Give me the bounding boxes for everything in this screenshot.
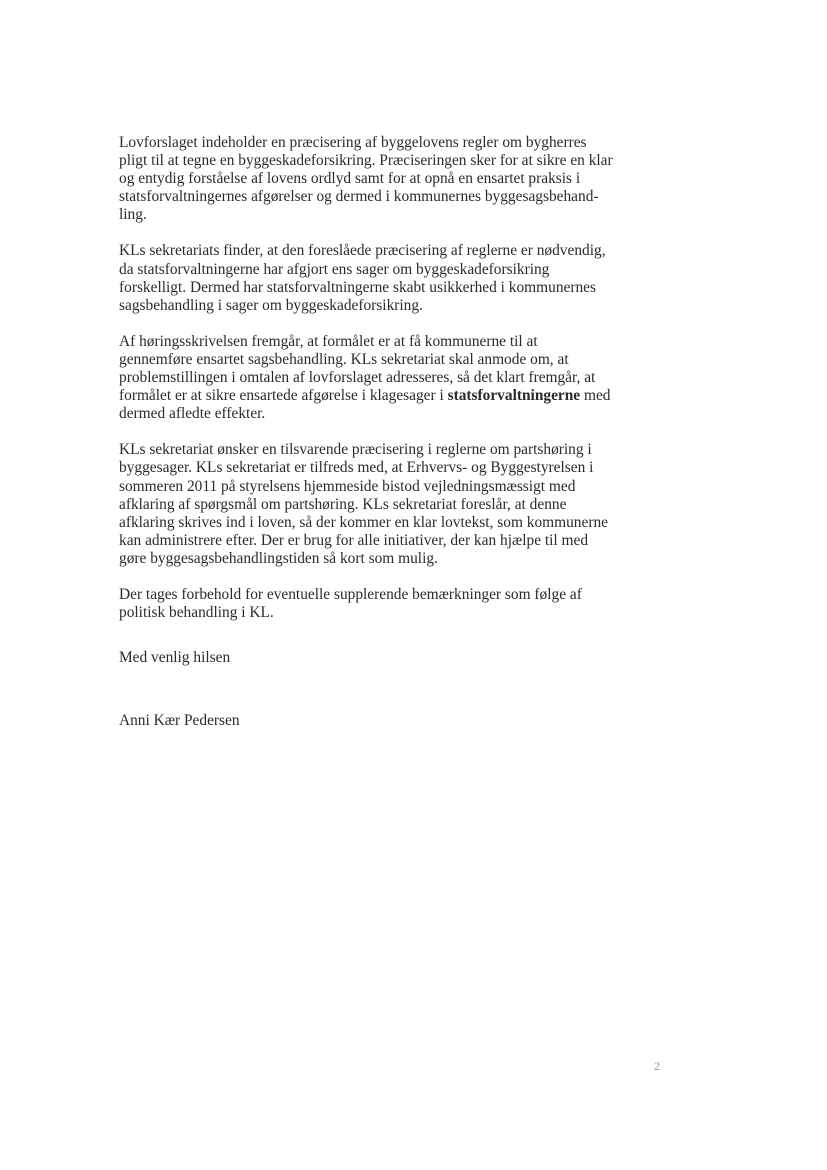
text-line: kan administrere efter. Der er brug for alle initiativer, der kan hjælpe til med [119,531,589,549]
text-line: da statsforvaltningerne har afgjort ens sager om byggeskadeforsikring [119,260,550,278]
paragraph-hoeringsskrivelsen [119,333,624,423]
text-line: pligt til at tegne en byggeskadeforsikring. Præciseringen sker for at sikre en klar [119,152,613,170]
text-line: sommeren 2011 på styrelsens hjemmeside bistod vejledningsmæssigt med [119,477,576,495]
paragraph-partshoering [119,441,624,568]
closing-salutation: Med venlig hilsen [119,649,231,666]
text-line: problemstillingen i omtalen af lovforslaget adresseres, så det klart fremgår, at [119,369,596,387]
signatory-name: Anni Kær Pedersen [119,712,240,729]
text-line: Lovforslaget indeholder en præcisering af byggelovens regler om bygherres [119,134,587,151]
text-line: byggesager. KLs sekretariat er tilfreds med, at Erhvervs- og Byggestyrelsen i [119,459,594,477]
emphasized-text: statsforvaltningerne [447,387,581,405]
text-line: KLs sekretariat ønsker en tilsvarende præcisering i reglerne om partshøring i [119,441,592,459]
text-line: Der tages forbehold for eventuelle supplerende bemærkninger som følge af [119,585,582,603]
text-line: politisk behandling i KL. [119,604,274,622]
paragraph-lovforslaget [119,134,624,224]
text-line: og entydig forståelse af lovens ordlyd samt for at opnå en ensartet praksis i [119,170,581,188]
text-line: sagsbehandling i sager om byggeskadeforsikring. [119,296,423,314]
text-line: statsforvaltningernes afgørelser og dermed i kommunernes byggesagsbehand- [119,188,599,206]
text-line: gøre byggesagsbehandlingstiden så kort som mulig. [119,549,438,567]
paragraph-kls-finder [119,242,624,314]
text-segment: formålet er at sikre ensartede afgørelse i klagesager i [119,387,448,405]
letter-body [119,134,624,640]
text-line: forskelligt. Dermed har statsforvaltningerne skabt usikkerhed i kommunernes [119,278,596,296]
text-line: ling. [119,206,147,224]
text-line: Af høringsskrivelsen fremgår, at formålet er at få kommunerne til at [119,332,538,350]
text-line: afklaring skrives ind i loven, så der kommer en klar lovtekst, som kommunerne [119,513,608,531]
text-line: afklaring af spørgsmål om partshøring. KLs sekretariat foreslår, at denne [119,495,567,513]
page-number: 2 [654,1059,660,1073]
paragraph-forbehold [119,586,624,622]
text-line: KLs sekretariats finder, at den foreslåede præcisering af reglerne er nødvendig, [119,242,606,260]
text-line-with-emphasis [119,387,624,405]
text-line: dermed afledte effekter. [119,405,266,423]
text-line: gennemføre ensartet sagsbehandling. KLs sekretariat skal anmode om, at [119,350,569,368]
text-segment: med [580,387,611,405]
